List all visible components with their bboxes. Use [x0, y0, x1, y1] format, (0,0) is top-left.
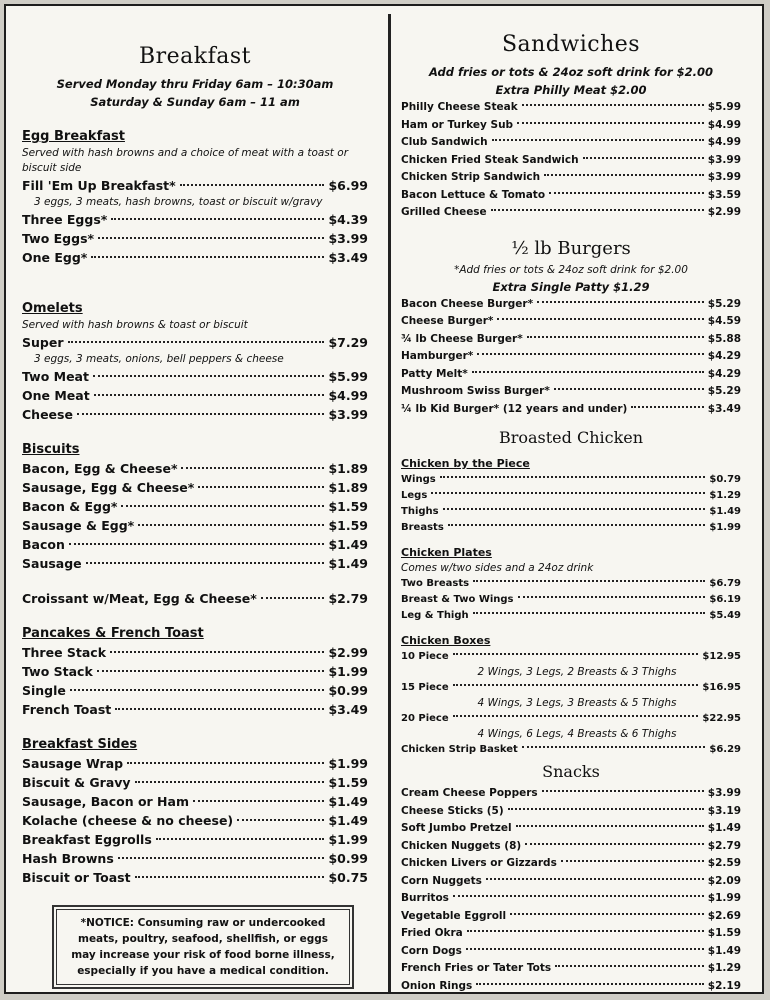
menu-item: Biscuit or Toast $0.75: [22, 870, 368, 885]
menu-item: Mushroom Swiss Burger* $5.29: [401, 385, 741, 397]
breakfast-sides-heading: Breakfast Sides: [22, 737, 138, 752]
menu-item: Onion Rings $2.19: [401, 979, 741, 992]
menu-item: Corn Dogs $1.49: [401, 944, 741, 957]
box-contents-note: 4 Wings, 3 Legs, 3 Breasts & 5 Thighs: [477, 697, 677, 709]
breakfast-column: [22, 6, 368, 989]
menu-item: Hash Browns $0.99: [22, 851, 368, 866]
lunch-column: [401, 6, 741, 995]
egg-breakfast-note: Served with hash browns and a choice of meat with a toast or biscuit side: [22, 147, 349, 174]
menu-item: Soft Jumbo Pretzel $1.49: [401, 822, 741, 834]
menu-item: Wings $0.79: [401, 474, 741, 485]
breakfast-hours-weekend: Saturday & Sunday 6am – 11 am: [90, 95, 300, 109]
menu-item: Chicken Fried Steak Sandwich $3.99: [401, 153, 741, 166]
menu-item: Bacon Lettuce & Tomato $3.59: [401, 188, 741, 201]
omelets-heading: Omelets: [22, 301, 83, 316]
menu-item: Two Meat $5.99: [22, 369, 368, 384]
menu-item: Cheese Sticks (5) $3.19: [401, 804, 741, 817]
sandwiches-title: Sandwiches: [501, 32, 641, 57]
menu-item: Chicken Livers or Gizzards $2.59: [401, 857, 741, 869]
menu-item: Two Eggs* $3.99: [22, 231, 368, 246]
menu-item: Bacon & Egg* $1.59: [22, 499, 368, 514]
menu-item: Two Stack $1.99: [22, 664, 368, 679]
menu-item: Ham or Turkey Sub $4.99: [401, 118, 741, 131]
menu-item: Croissant w/Meat, Egg & Cheese* $2.79: [22, 591, 368, 606]
menu-item: Burritos $1.99: [401, 892, 741, 904]
menu-item: Breasts $1.99: [401, 522, 741, 533]
burgers-note: *Add fries or tots & 24oz soft drink for $2.00: [454, 263, 688, 276]
menu-item: Sausage & Egg* $1.59: [22, 518, 368, 533]
box-contents-note: 2 Wings, 3 Legs, 2 Breasts & 3 Thighs: [477, 666, 677, 678]
menu-item: Kolache (cheese & no cheese) $1.49: [22, 813, 368, 828]
super-omelet-note: 3 eggs, 3 meats, onions, bell peppers & cheese: [34, 353, 284, 365]
menu-item: Sausage $1.49: [22, 556, 368, 571]
menu-item: Cream Cheese Poppers $3.99: [401, 787, 741, 799]
biscuits-heading: Biscuits: [22, 442, 80, 457]
menu-item: 15 Piece $16.95: [401, 682, 741, 693]
menu-item: Vegetable Eggroll $2.69: [401, 909, 741, 922]
menu-item: Fill 'Em Up Breakfast* $6.99: [22, 178, 368, 193]
menu-item: Corn Nuggets $2.09: [401, 874, 741, 887]
breakfast-hours-weekday: Served Monday thru Friday 6am – 10:30am: [56, 77, 334, 91]
chicken-boxes-heading: Chicken Boxes: [401, 634, 491, 647]
fill-em-up-note: 3 eggs, 3 meats, hash browns, toast or biscuit w/gravy: [34, 196, 323, 208]
philly-meat-note: Extra Philly Meat $2.00: [495, 83, 647, 97]
menu-item: ¾ lb Cheese Burger* $5.88: [401, 332, 741, 345]
menu-item: Bacon Cheese Burger* $5.29: [401, 297, 741, 310]
menu-item: Philly Cheese Steak $5.99: [401, 101, 741, 113]
menu-item: Legs $1.29: [401, 490, 741, 501]
egg-breakfast-heading: Egg Breakfast: [22, 129, 125, 144]
menu-item: French Toast $3.49: [22, 702, 368, 717]
menu-item: Patty Melt* $4.29: [401, 367, 741, 380]
pancakes-heading: Pancakes & French Toast: [22, 626, 204, 641]
menu-item: Super $7.29: [22, 335, 368, 350]
menu-item: Breakfast Eggrolls $1.99: [22, 832, 368, 847]
menu-item: Fried Okra $1.59: [401, 927, 741, 939]
menu-item: Two Breasts $6.79: [401, 578, 741, 589]
menu-item: Bacon, Egg & Cheese* $1.89: [22, 461, 368, 476]
menu-item: Three Eggs* $4.39: [22, 212, 368, 227]
burgers-title: ½ lb Burgers: [511, 237, 631, 259]
menu-item: Biscuit & Gravy $1.59: [22, 775, 368, 790]
menu-item: Grilled Cheese $2.99: [401, 206, 741, 218]
chicken-plates-heading: Chicken Plates: [401, 546, 492, 559]
menu-item: Three Stack $2.99: [22, 645, 368, 660]
menu-item: Club Sandwich $4.99: [401, 136, 741, 148]
broasted-chicken-title: Broasted Chicken: [498, 428, 644, 447]
menu-item: Chicken Strip Basket $6.29: [401, 744, 741, 755]
breakfast-title: Breakfast: [138, 44, 252, 69]
menu-item: Bacon $1.49: [22, 537, 368, 552]
sandwiches-note: Add fries or tots & 24oz soft drink for $2.00: [428, 65, 714, 79]
menu-item: Sausage, Bacon or Ham $1.49: [22, 794, 368, 809]
menu-item: French Fries or Tater Tots $1.29: [401, 962, 741, 974]
menu-item: Breast & Two Wings $6.19: [401, 594, 741, 605]
menu-item: One Egg* $3.49: [22, 250, 368, 265]
menu-item: Single $0.99: [22, 683, 368, 698]
chicken-plates-note: Comes w/two sides and a 24oz drink: [401, 562, 594, 574]
omelets-note: Served with hash browns & toast or biscuit: [22, 319, 248, 331]
food-safety-notice: *NOTICE: Consuming raw or undercooked meats, poultry, seafood, shellfish, or eggs may increase your risk of food borne illness, especially if you have a medical condition.: [52, 905, 354, 989]
menu-item: Hamburger* $4.29: [401, 350, 741, 362]
column-divider: [388, 14, 391, 992]
menu-item: Chicken Nuggets (8) $2.79: [401, 839, 741, 852]
menu-item: Cheese $3.99: [22, 407, 368, 422]
menu-item: Sausage Wrap $1.99: [22, 756, 368, 771]
menu-item: 20 Piece $22.95: [401, 713, 741, 724]
extra-patty-note: Extra Single Patty $1.29: [492, 279, 650, 294]
menu-item: Sausage, Egg & Cheese* $1.89: [22, 480, 368, 495]
menu-item: ¼ lb Kid Burger* (12 years and under) $3.49: [401, 402, 741, 415]
menu-item: Leg & Thigh $5.49: [401, 610, 741, 621]
menu-item: 10 Piece $12.95: [401, 651, 741, 662]
menu-page: [4, 4, 764, 994]
chicken-by-piece-heading: Chicken by the Piece: [401, 457, 530, 470]
menu-item: Thighs $1.49: [401, 506, 741, 517]
menu-item: One Meat $4.99: [22, 388, 368, 403]
snacks-title: Snacks: [542, 762, 600, 781]
menu-item: Chicken Strip Sandwich $3.99: [401, 171, 741, 183]
box-contents-note: 4 Wings, 6 Legs, 4 Breasts & 6 Thighs: [477, 728, 677, 740]
menu-item: Cheese Burger* $4.59: [401, 315, 741, 327]
